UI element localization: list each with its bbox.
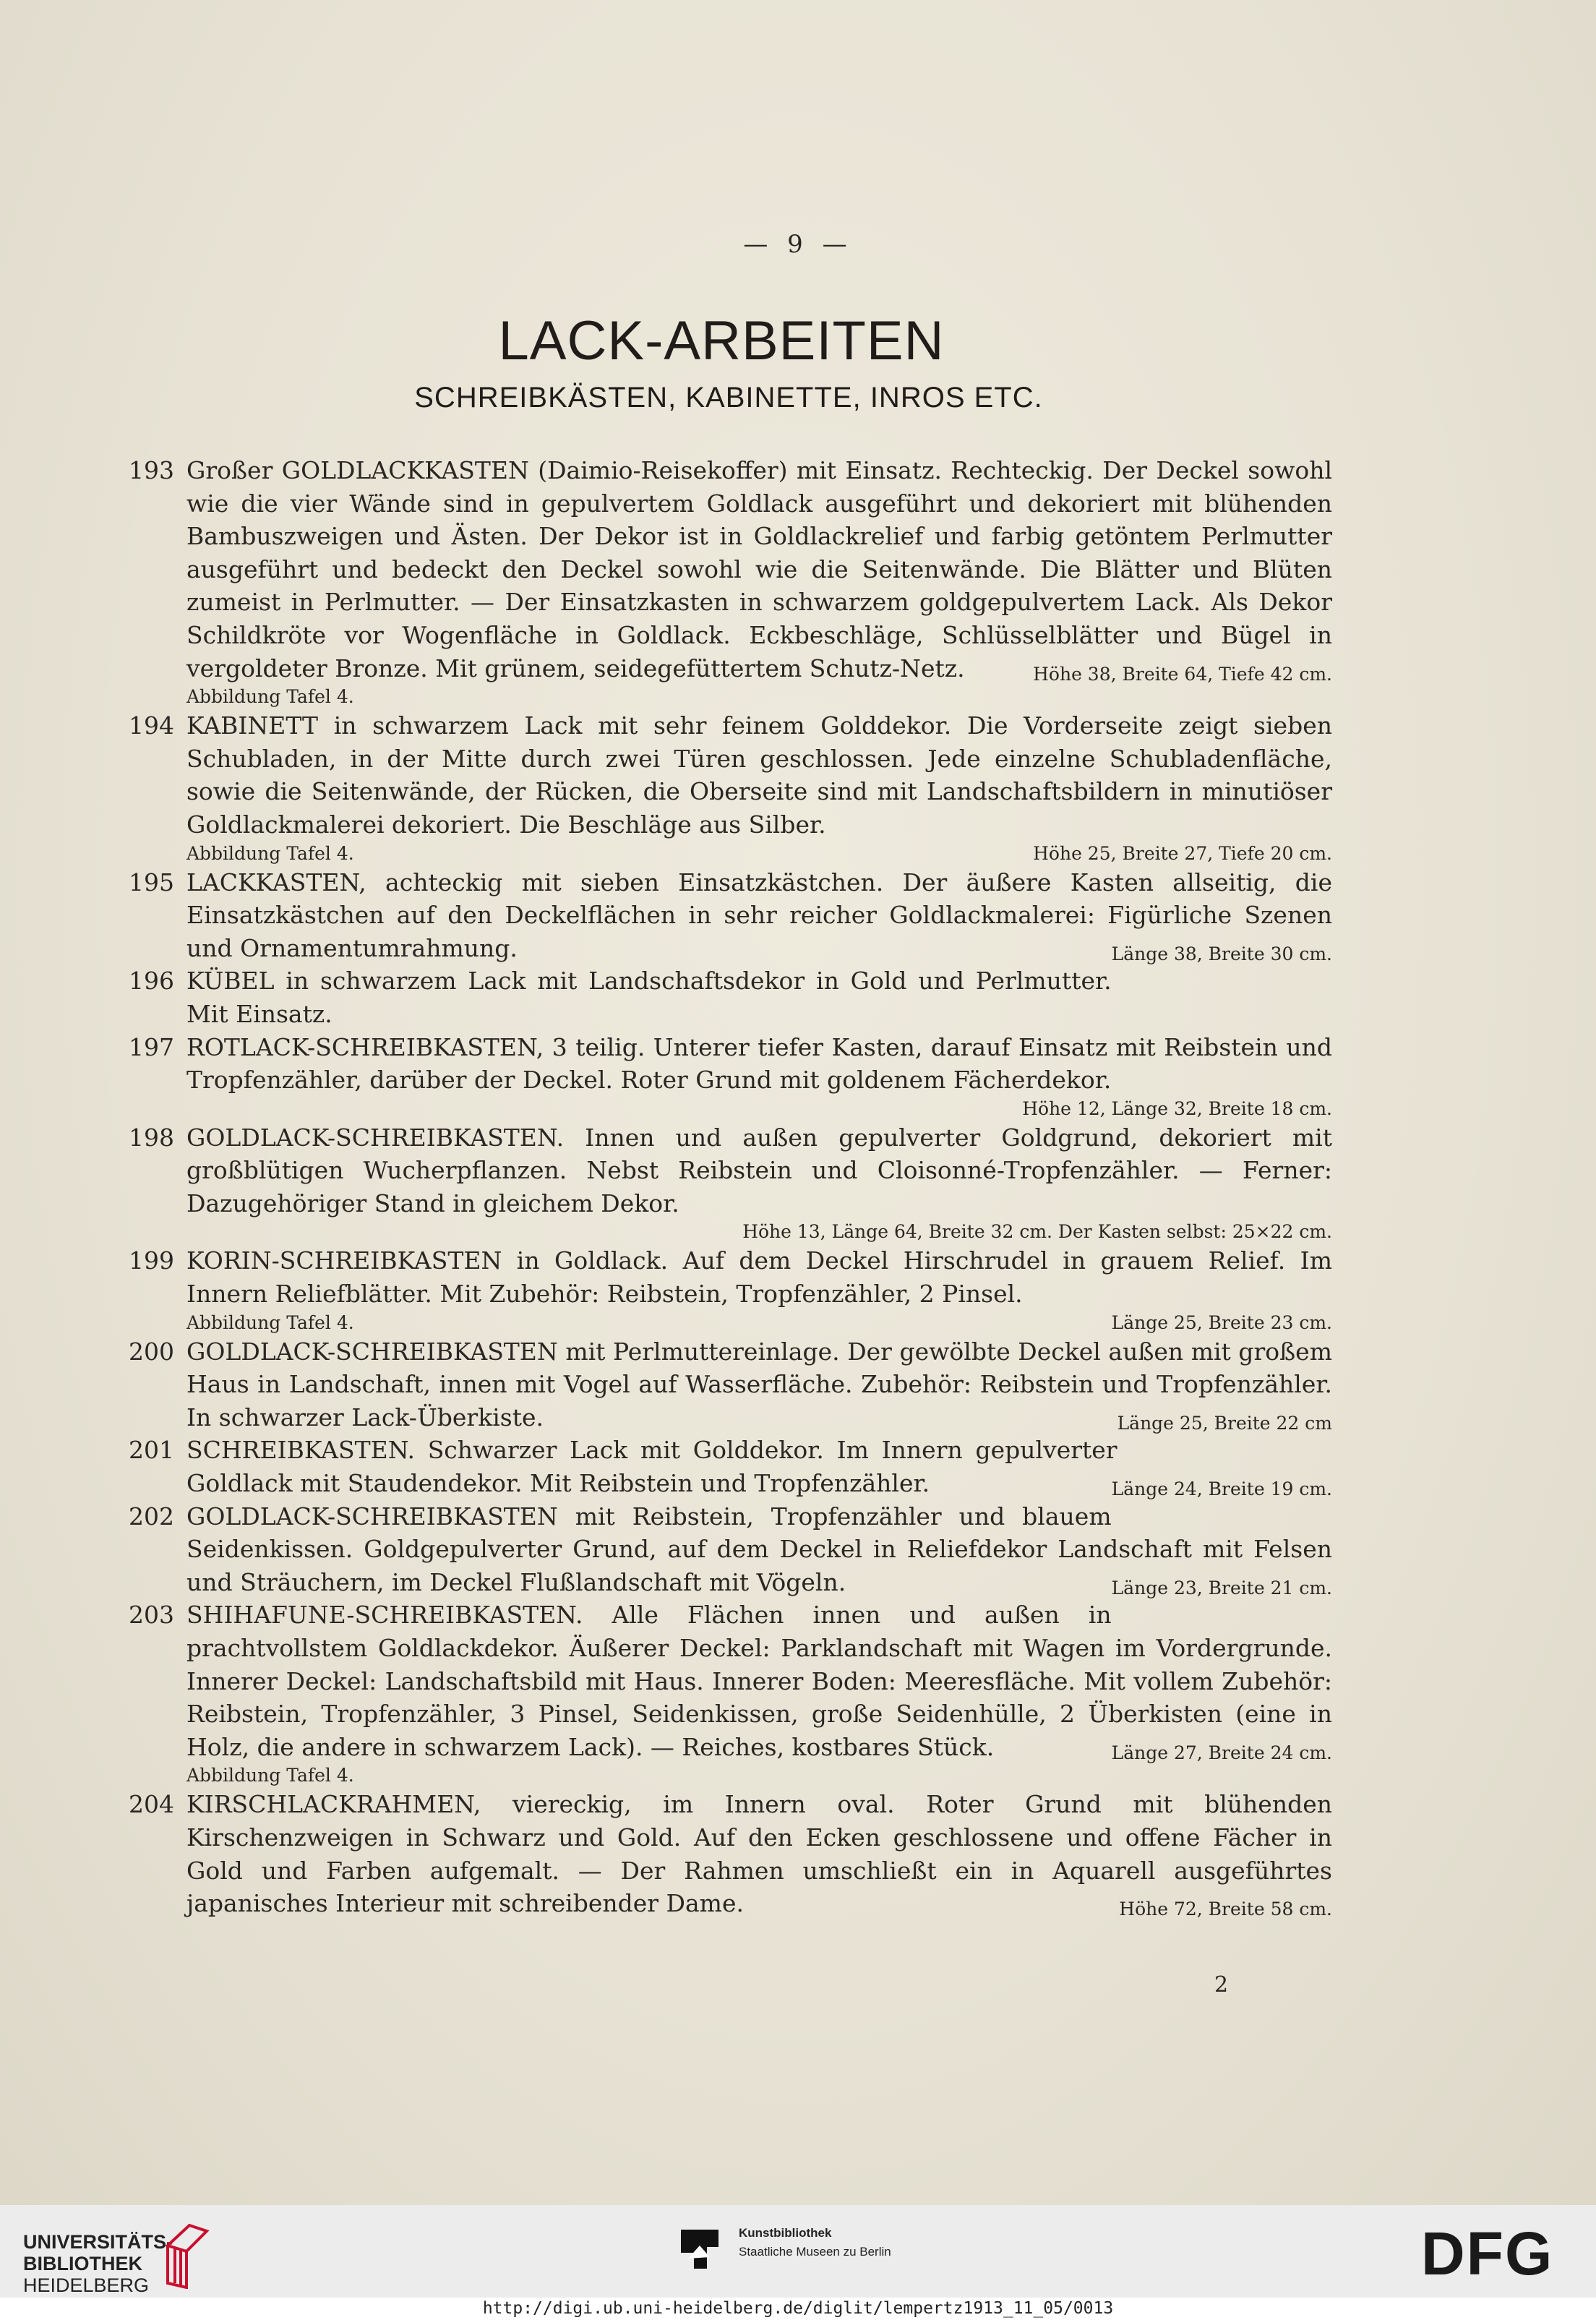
entry-text: GOLDLACK-SCHREIBKASTEN mit Reibstein, Tropfenzähler und blauem Seidenkissen. Goldgepulverter Grund, auf dem Deckel in Reliefdekor Landschaft mit Felsen und Sträuchern, im Deckel Flußlandschaft mit Vögeln. — [186, 1502, 1332, 1596]
entry-description — [186, 454, 1332, 685]
logo-line-2: BIBLIOTHEK — [23, 2253, 142, 2274]
entry-meta-line — [186, 1220, 1332, 1244]
catalog-entry — [129, 1335, 1332, 1434]
catalog-entry — [129, 454, 1332, 709]
entry-number: 204 — [129, 1790, 174, 1819]
plate-reference: Abbildung Tafel 4. — [186, 1765, 354, 1786]
catalog-entry — [129, 1244, 1332, 1335]
entry-meta-line — [186, 1311, 1332, 1335]
kb-subtitle: Staatliche Museen zu Berlin — [739, 2245, 891, 2259]
logo-line-1: UNIVERSITÄTS- — [23, 2231, 173, 2253]
entry-meta-line — [186, 1763, 1332, 1788]
entry-dimensions: Länge 24, Breite 19 cm. — [1111, 1478, 1332, 1500]
catalog-entry — [129, 1031, 1332, 1121]
plate-reference: Abbildung Tafel 4. — [186, 842, 354, 864]
entry-text: LACKKASTEN, achteckig mit sieben Einsatzkästchen. Der äußere Kasten allseitig, die Einsatzkästchen auf den Deckelflächen in sehr reicher Goldlackmalerei: Figürliche Szenen und Ornamentumrahmung. — [186, 868, 1332, 962]
entry-description — [186, 1121, 1332, 1220]
dfg-logo[interactable]: DFG — [1421, 2220, 1554, 2287]
catalog-entry — [129, 866, 1332, 965]
source-url[interactable]: http://digi.ub.uni-heidelberg.de/diglit/lempertz1913_11_05/0013 — [0, 2298, 1596, 2320]
entry-dimensions: Höhe 12, Länge 32, Breite 18 cm. — [1022, 1097, 1332, 1119]
entry-description — [186, 1500, 1332, 1599]
plate-reference: Abbildung Tafel 4. — [186, 1311, 354, 1333]
entry-text: GOLDLACK-SCHREIBKASTEN. Innen und außen gepulverter Goldgrund, dekoriert mit großblütigen Wucherpflanzen. Nebst Reibstein und Cloisonné-Tropfenzähler. — Ferner: Dazugehöriger Stand in gleichem Dekor. — [186, 1123, 1332, 1217]
section-title: LACK-ARBEITEN — [498, 310, 945, 372]
entry-dimensions: Höhe 38, Breite 64, Tiefe 42 cm. — [1033, 663, 1332, 685]
entry-dimensions: Länge 23, Breite 21 cm. — [1111, 1577, 1332, 1598]
entry-number: 202 — [129, 1502, 174, 1531]
entry-description — [186, 1031, 1332, 1097]
entry-text: KÜBEL in schwarzem Lack mit Landschaftsdekor in Gold und Perlmutter. Mit Einsatz. — [186, 967, 1112, 1028]
plate-reference: Abbildung Tafel 4. — [186, 686, 354, 708]
catalog-entries — [129, 454, 1332, 1926]
entry-description — [186, 1244, 1332, 1310]
entry-number: 201 — [129, 1436, 174, 1465]
entry-text: KABINETT in schwarzem Lack mit sehr feinem Golddekor. Die Vorderseite zeigt sieben Schubladen, in der Mitte durch zwei Türen geschlossen. Jede einzelne Schubladenfläche, sowie die Seitenwände, der Rücken, die Oberseite sind mit Landschaftsbildern in minutiöser Goldlackmalerei dekoriert. Die Beschläge aus Silber. — [186, 711, 1332, 839]
entry-number: 196 — [129, 967, 174, 996]
entry-number: 195 — [129, 868, 174, 896]
entry-text: SHIHAFUNE-SCHREIBKASTEN. Alle Flächen innen und außen in prachtvollstem Goldlackdekor. Äußerer Deckel: Parklandschaft mit Wagen im Vordergrunde. Innerer Deckel: Landschaftsbild mit Haus. Innerer Boden: Meeresfläche. Mit vollem Zubehör: Reibstein, Tropfenzähler, 3 Pinsel, Seidenkissen, große Seidenhülle, 2 Überkisten (eine in Holz, die andere in schwarzem Lack). — Reiches, kostbares Stück. — [186, 1601, 1332, 1761]
entry-description — [186, 1788, 1332, 1919]
entry-description — [186, 1434, 1332, 1499]
kunstbibliothek-text[interactable] — [739, 2224, 891, 2261]
entry-text: SCHREIBKASTEN. Schwarzer Lack mit Golddekor. Im Innern gepulverter Goldlack mit Staudendekor. Mit Reibstein und Tropfenzähler. — [186, 1436, 1117, 1498]
entry-description — [186, 1335, 1332, 1434]
entry-number: 198 — [129, 1123, 174, 1152]
entry-meta-line — [186, 1097, 1332, 1121]
entry-text: KIRSCHLACKRAHMEN, viereckig, im Innern oval. Roter Grund mit blühenden Kirschenzweigen in Schwarz und Gold. Auf den Ecken geschlossene und offene Fächer in Gold und Farben aufgemalt. — Der Rahmen umschließt ein in Aquarell ausgeführtes japanisches Interieur mit schreibender Dame. — [186, 1790, 1332, 1918]
catalog-entry — [129, 1121, 1332, 1245]
entry-description — [186, 709, 1332, 841]
logo-line-3: HEIDELBERG — [23, 2274, 150, 2296]
entry-dimensions: Höhe 72, Breite 58 cm. — [1119, 1899, 1332, 1920]
entry-description — [186, 964, 1332, 1030]
entry-description — [186, 866, 1332, 965]
catalog-entry — [129, 1598, 1332, 1788]
entry-dimensions: Länge 25, Breite 23 cm. — [1111, 1311, 1332, 1333]
entry-text: GOLDLACK-SCHREIBKASTEN mit Perlmuttereinlage. Der gewölbte Deckel außen mit großem Haus in Landschaft, innen mit Vogel auf Wasserfläche. Zubehör: Reibstein und Tropfenzähler. In schwarzer Lack-Überkiste. — [186, 1337, 1332, 1431]
page-number: — 9 — — [743, 230, 853, 259]
entry-dimensions: Höhe 25, Breite 27, Tiefe 20 cm. — [1033, 842, 1332, 864]
entry-dimensions: Höhe 13, Länge 64, Breite 32 cm. Der Kasten selbst: 25×22 cm. — [742, 1221, 1332, 1243]
sheet-signature: 2 — [1214, 1972, 1229, 1998]
entry-text: ROTLACK-SCHREIBKASTEN, 3 teilig. Unterer tiefer Kasten, darauf Einsatz mit Reibstein und Tropfenzähler, darüber der Deckel. Roter Grund mit goldenem Fächerdekor. — [186, 1032, 1332, 1095]
section-subtitle: SCHREIBKÄSTEN, KABINETTE, INROS ETC. — [414, 382, 1043, 414]
entry-number: 197 — [129, 1032, 174, 1061]
university-library-mark-icon — [160, 2217, 211, 2289]
entry-number: 200 — [129, 1337, 174, 1366]
entry-number: 203 — [129, 1601, 174, 1630]
entry-description — [186, 1598, 1332, 1763]
entry-text: Großer GOLDLACKKASTEN (Daimio-Reisekoffer) mit Einsatz. Rechteckig. Der Deckel sowohl wie die vier Wände sind in gepulvertem Goldlack ausgeführt und dekoriert mit blühenden Bambuszweigen und Ästen. Der Dekor ist in Goldlackrelief und farbig getöntem Perlmutter ausgeführt und bedeckt den Deckel sowohl wie die Seitenwände. Die Blätter und Blüten zumeist in Perlmutter. — Der Einsatzkasten in schwarzem goldgepulvertem Lack. Als Dekor Schildkröte vor Wogenfläche in Goldlack. Eckbeschläge, Schlüsselblätter und Bügel in vergoldeter Bronze. Mit grünem, seidegefüttertem Schutz-Netz. — [186, 456, 1332, 682]
entry-number: 199 — [129, 1246, 174, 1275]
entry-number: 193 — [129, 456, 174, 484]
entry-dimensions: Länge 27, Breite 24 cm. — [1111, 1742, 1332, 1763]
catalog-entry — [129, 1788, 1332, 1919]
catalog-entry — [129, 964, 1332, 1030]
entry-dimensions: Länge 38, Breite 30 cm. — [1111, 943, 1332, 964]
catalog-entry — [129, 1434, 1332, 1499]
entry-dimensions: Länge 25, Breite 22 cm — [1117, 1412, 1332, 1434]
entry-text: KORIN-SCHREIBKASTEN in Goldlack. Auf dem Deckel Hirschrudel in grauem Relief. Im Innern Reliefblätter. Mit Zubehör: Reibstein, Tropfenzähler, 2 Pinsel. — [186, 1246, 1332, 1309]
catalog-entry — [129, 1500, 1332, 1599]
kunstbibliothek-logo-icon — [678, 2225, 730, 2277]
kb-title: Kunstbibliothek — [739, 2226, 832, 2240]
university-library-logo-text[interactable] — [23, 2231, 173, 2296]
entry-meta-line — [186, 685, 1332, 709]
catalog-entry — [129, 709, 1332, 865]
entry-number: 194 — [129, 711, 174, 740]
entry-meta-line — [186, 842, 1332, 866]
